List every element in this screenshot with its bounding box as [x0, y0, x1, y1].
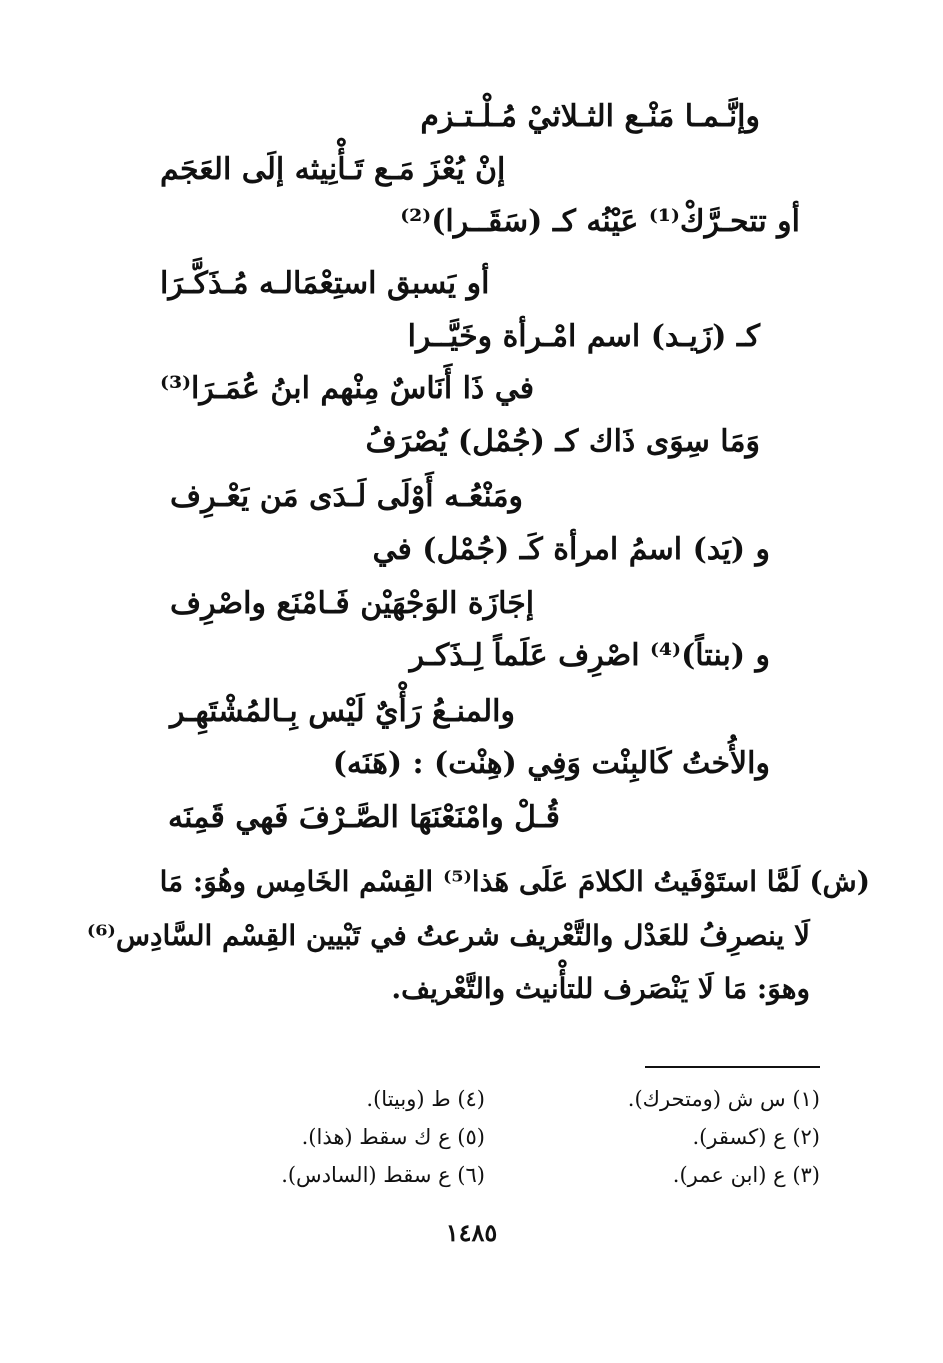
verse-line: كـ (زَيـد) اسم امْـرأة وخَيَّــرا	[407, 319, 760, 354]
page-number: ١٤٨٥	[445, 1218, 498, 1247]
commentary-line: لَا ينصرِفُ للعَدْل والتَّعْريف شرعتُ في تَبْيين القِسْم السَّادِس⁽⁶⁾	[86, 919, 810, 952]
verse-line: والمنـعُ رَأْيٌ لَيْس بِـالمُشْتَهِـر	[170, 694, 515, 729]
footnote: (٢) ع (كسقر).	[692, 1125, 820, 1149]
verse-line: في ذَا أَنَاسٌ مِنْهم ابنُ عُمَـرَا⁽³⁾	[160, 371, 535, 406]
footnote: (٤) ط (وبيتا).	[366, 1087, 485, 1111]
verse-line: أو تتحـرَّكْ⁽¹⁾ عَيْنُه كـ (سَقَــرا)⁽²⁾	[400, 204, 800, 239]
commentary-marker: (ش)	[809, 865, 870, 898]
verse-line: أو يَسبق استِعْمَالـه مُـذَكَّـرَا	[160, 266, 490, 301]
commentary-line: لَمَّا استَوْفَيتُ الكلامَ عَلَى هَذا⁽⁵⁾ القِسْم الخَامِس وهُوَ: مَا	[159, 865, 800, 898]
footnote: (١) س ش (ومتحرك).	[627, 1087, 820, 1111]
footnote: (٥) ع ك سقط (هذا).	[301, 1125, 485, 1149]
verse-line: و (يَد) اسمُ امرأة كَـ (جُمْل) في	[372, 532, 770, 567]
footnote-separator	[645, 1066, 820, 1068]
verse-line: إجَازَة الوَجْهَيْن فَـامْنَع واصْرِف	[170, 586, 535, 621]
verse-line: وإنَّـمـا مَنْـع الثـلاثيْ مُـلْـتـزم	[420, 99, 760, 134]
verse-line: قُـلْ وامْنَعْنَهَا الصَّـرْفَ فَهي قَمِنَه	[168, 800, 560, 835]
verse-line: إنْ يُعْزَ مَـع تَـأْنِيثه إلَى العَجَم	[160, 152, 506, 187]
commentary-line: وهوَ: مَا لَا يَنْصَرف للتأْنيث والتَّعْريف.	[391, 972, 810, 1005]
footnote: (٦) ع سقط (السادس).	[281, 1163, 485, 1187]
footnote: (٣) ع (ابن عمر).	[672, 1163, 820, 1187]
verse-line: ومَنْعُـه أَوْلَى لَـدَى مَن يَعْـرِف	[170, 479, 524, 514]
verse-line: و (بنتاً)⁽⁴⁾ اصْرِف عَلَماً لِـذَكـر	[409, 638, 770, 673]
verse-line: وَمَا سِوَى ذَاك كـ (جُمْل) يُصْرَفُ	[365, 424, 760, 459]
verse-line: والأُختُ كَالبِنْت وَفِي (هِنْت) : (هَنَه)	[332, 746, 770, 781]
